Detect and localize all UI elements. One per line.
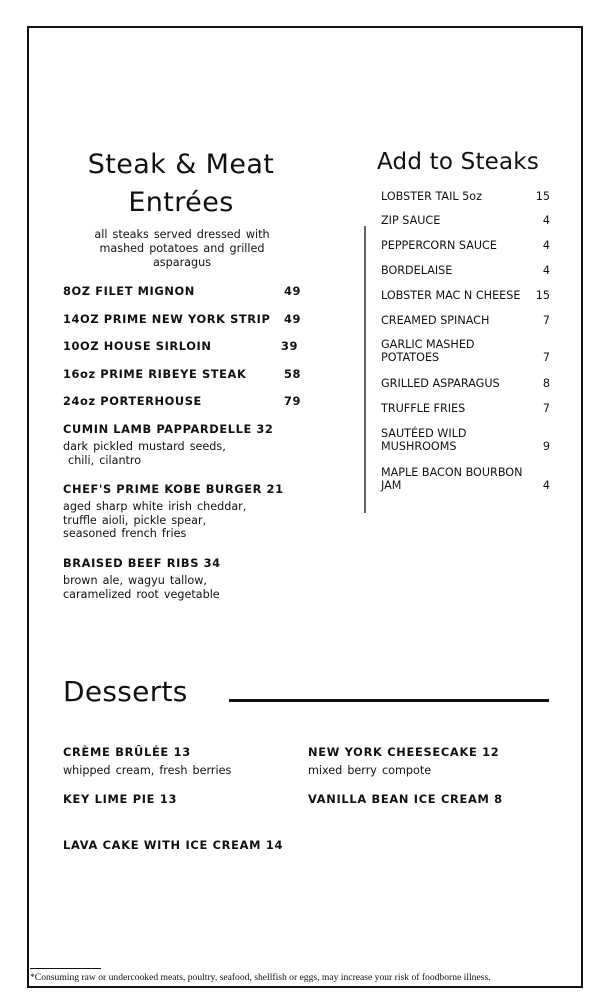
item-price: 49 bbox=[283, 312, 301, 326]
item-name: BRAISED BEEF RIBS 34 bbox=[63, 556, 221, 570]
addon-item bbox=[381, 466, 550, 492]
item-name: 10OZ HOUSE SIRLOIN bbox=[63, 339, 212, 353]
addon-name bbox=[381, 377, 531, 390]
addon-price: 4 bbox=[542, 479, 550, 492]
addon-item bbox=[381, 239, 550, 252]
desserts-title: Desserts bbox=[63, 675, 188, 708]
description-line: caramelized root vegetable bbox=[63, 587, 220, 601]
addon-item bbox=[381, 402, 550, 415]
addon-price: 4 bbox=[542, 214, 550, 227]
addon-line: BORDELAISE bbox=[381, 264, 453, 277]
item-price: 79 bbox=[283, 394, 301, 408]
addon-item bbox=[381, 190, 550, 203]
description-line: aged sharp white irish cheddar, bbox=[63, 500, 247, 513]
addon-name bbox=[381, 214, 531, 227]
addon-line: GRILLED ASPARAGUS bbox=[381, 377, 500, 390]
menu-item-new-york-strip bbox=[63, 312, 301, 326]
addon-line: MAPLE BACON BOURBON bbox=[381, 466, 523, 479]
entrees-title bbox=[62, 146, 300, 222]
menu-item-house-sirloin bbox=[63, 339, 301, 353]
addon-item bbox=[381, 338, 550, 364]
addon-line: JAM bbox=[381, 479, 402, 492]
dessert-lava-cake bbox=[63, 838, 283, 852]
addon-price: 9 bbox=[542, 440, 550, 453]
addon-price: 4 bbox=[542, 264, 550, 277]
dessert-creme-brulee bbox=[63, 745, 231, 778]
entrees-title-line1: Steak & Meat bbox=[87, 149, 275, 180]
addon-name bbox=[381, 264, 531, 277]
addon-item bbox=[381, 264, 550, 277]
addon-item bbox=[381, 427, 550, 453]
addon-line: GARLIC MASHED bbox=[381, 338, 475, 351]
item-description bbox=[63, 500, 303, 541]
dessert-name: LAVA CAKE WITH ICE CREAM 14 bbox=[63, 838, 284, 852]
dessert-name: CRÈME BRÛLÉE 13 bbox=[63, 745, 191, 759]
menu-item-beef-ribs bbox=[63, 556, 303, 601]
addon-price: 7 bbox=[542, 351, 550, 364]
addon-line: MUSHROOMS bbox=[381, 440, 457, 453]
addon-line: CREAMED SPINACH bbox=[381, 314, 490, 327]
menu-item-kobe-burger bbox=[63, 482, 303, 541]
addon-price: 8 bbox=[542, 377, 550, 390]
dessert-name: NEW YORK CHEESECAKE 12 bbox=[308, 745, 500, 759]
addon-line: LOBSTER MAC N CHEESE bbox=[381, 289, 521, 302]
item-name: CUMIN LAMB PAPPARDELLE 32 bbox=[63, 422, 274, 436]
addon-item bbox=[381, 314, 550, 327]
footnote-rule bbox=[30, 968, 101, 969]
add-to-steaks-divider bbox=[364, 226, 366, 513]
dessert-description: mixed berry compote bbox=[308, 764, 432, 777]
item-name: 8OZ FILET MIGNON bbox=[63, 284, 195, 298]
item-description bbox=[63, 440, 303, 467]
dessert-cheesecake bbox=[308, 745, 499, 778]
addon-line: TRUFFLE FRIES bbox=[381, 402, 466, 415]
add-to-steaks-title: Add to Steaks bbox=[377, 149, 540, 175]
item-price: 39 bbox=[280, 339, 298, 353]
description-line: dark pickled mustard seeds, bbox=[63, 440, 226, 453]
entrees-title-line2: Entrées bbox=[128, 187, 234, 218]
addon-price: 4 bbox=[542, 239, 550, 252]
dessert-key-lime-pie bbox=[63, 792, 177, 806]
entrees-note: all steaks served dressed with mashed potatoes and grilled asparagus bbox=[94, 228, 270, 269]
addon-name bbox=[381, 466, 531, 492]
dessert-description: whipped cream, fresh berries bbox=[63, 764, 232, 777]
menu-item-ribeye bbox=[63, 367, 301, 381]
corner-mark: ' bbox=[30, 25, 33, 34]
addon-item bbox=[381, 377, 550, 390]
menu-item-porterhouse bbox=[63, 394, 301, 408]
addon-line: SAUTÉED WILD bbox=[381, 427, 467, 440]
description-line: chili, cilantro bbox=[63, 453, 142, 467]
addon-price: 15 bbox=[535, 289, 550, 302]
item-price: 49 bbox=[283, 284, 301, 298]
addon-item bbox=[381, 214, 550, 227]
description-line: brown ale, wagyu tallow, bbox=[63, 574, 207, 587]
item-name: 14OZ PRIME NEW YORK STRIP bbox=[63, 312, 271, 326]
dessert-name: VANILLA BEAN ICE CREAM 8 bbox=[308, 792, 503, 806]
desserts-divider bbox=[229, 699, 549, 702]
addon-line: ZIP SAUCE bbox=[381, 214, 441, 227]
addon-name bbox=[381, 314, 531, 327]
addon-item bbox=[381, 289, 550, 302]
addon-line: POTATOES bbox=[381, 351, 440, 364]
addon-name bbox=[381, 239, 531, 252]
addon-price: 15 bbox=[535, 190, 550, 203]
addon-name bbox=[381, 402, 531, 415]
dessert-vanilla-ice-cream bbox=[308, 792, 503, 806]
addon-price: 7 bbox=[542, 314, 550, 327]
item-name: CHEF'S PRIME KOBE BURGER 21 bbox=[63, 482, 284, 496]
item-name: 16oz PRIME RIBEYE STEAK bbox=[63, 367, 247, 381]
food-safety-footnote: *Consuming raw or undercooked meats, poultry, seafood, shellfish or eggs, may increase your risk of foodborne illness. bbox=[30, 972, 491, 983]
description-line: truffle aioli, pickle spear, bbox=[63, 513, 207, 527]
dessert-name: KEY LIME PIE 13 bbox=[63, 792, 178, 806]
addon-name bbox=[381, 427, 531, 453]
item-description bbox=[63, 574, 303, 601]
addon-line: PEPPERCORN SAUCE bbox=[381, 239, 497, 252]
item-price: 58 bbox=[283, 367, 301, 381]
addon-name bbox=[381, 289, 531, 302]
menu-item-lamb-pappardelle bbox=[63, 422, 303, 467]
item-name: 24oz PORTERHOUSE bbox=[63, 394, 202, 408]
description-line: seasoned french fries bbox=[63, 527, 187, 540]
addon-price: 7 bbox=[542, 402, 550, 415]
addon-line: LOBSTER TAIL 5oz bbox=[381, 190, 482, 203]
addon-name bbox=[381, 190, 531, 203]
menu-item-filet-mignon bbox=[63, 284, 301, 298]
addon-name bbox=[381, 338, 531, 364]
